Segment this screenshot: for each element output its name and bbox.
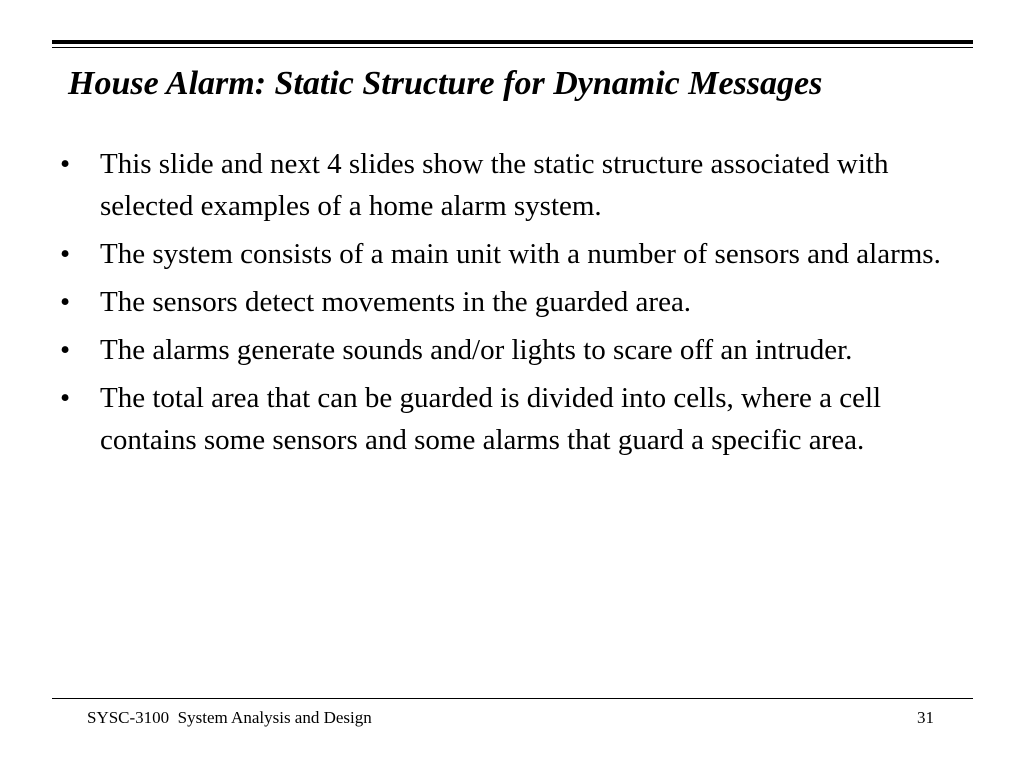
bullet-marker: • [60, 382, 71, 414]
bullet-item [57, 329, 972, 371]
bullet-marker: • [60, 286, 71, 318]
bullet-item [57, 281, 972, 323]
footer-course-label: SYSC-3100 System Analysis and Design [87, 708, 372, 727]
bullet-item [57, 233, 972, 275]
bullet-item [57, 143, 972, 227]
bullet-text: The sensors detect movements in the guarded area. [100, 286, 692, 318]
bullet-text: This slide and next 4 slides show the static structure associated with selected examples of a home alarm system. [100, 148, 889, 222]
bullet-marker: • [60, 148, 71, 180]
slide-title: House Alarm: Static Structure for Dynamic Messages [68, 65, 823, 102]
bullet-text: The alarms generate sounds and/or lights to scare off an intruder. [100, 334, 853, 366]
bullet-marker: • [60, 334, 71, 366]
bullet-text: The system consists of a main unit with a number of sensors and alarms. [100, 238, 941, 270]
top-divider-thick [52, 40, 973, 44]
page-number: 31 [917, 708, 934, 727]
footer-divider [52, 698, 973, 699]
bullet-list [57, 143, 972, 467]
bullet-marker: • [60, 238, 71, 270]
bullet-text: The total area that can be guarded is divided into cells, where a cell contains some sensors and some alarms that guard a specific area. [100, 382, 882, 456]
top-divider-thin [52, 47, 973, 48]
bullet-item [57, 377, 972, 461]
